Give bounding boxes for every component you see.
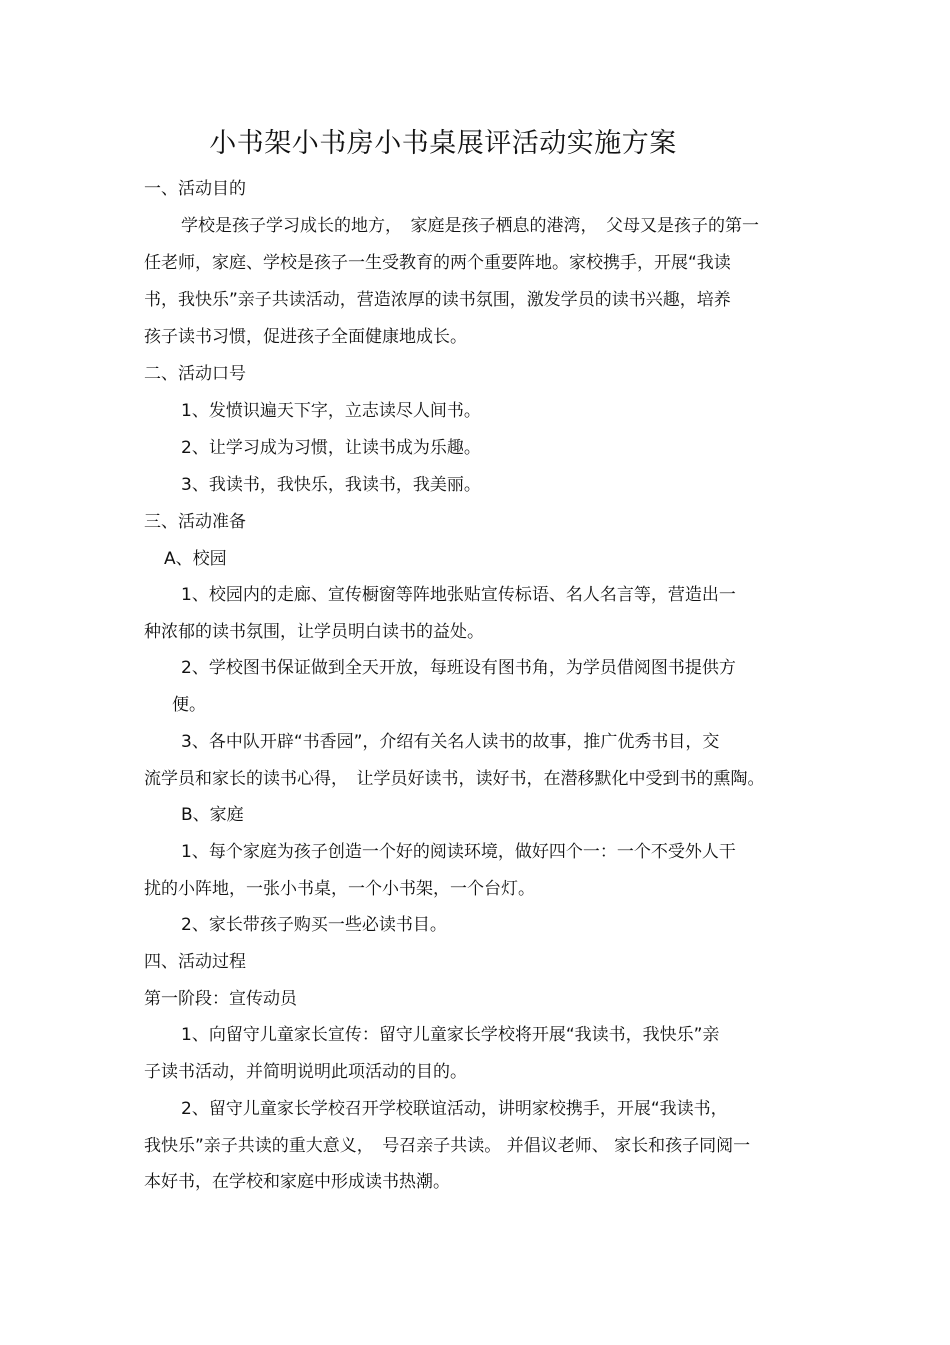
paragraph-line: 任老师，家庭、学校是孩子一生受教育的两个重要阵地。家校携手，开展“我读 [144,253,731,273]
paragraph-line: 扰的小阵地，一张小书桌，一个小书架，一个台灯。 [144,879,535,899]
paragraph-line: 孩子读书习惯，促进孩子全面健康地成长。 [144,327,467,347]
section-heading-preparation: 三、活动准备 [144,512,246,532]
paragraph-line: 3、各中队开辟“书香园”，介绍有关名人读书的故事，推广优秀书目，交 [181,732,720,752]
stage-heading: 第一阶段：宣传动员 [144,989,297,1009]
paragraph-line: 书，我快乐”亲子共读活动，营造浓厚的读书氛围，激发学员的读书兴趣，培养 [144,290,731,310]
paragraph-line: 1、向留守儿童家长宣传：留守儿童家长学校将开展“我读书，我快乐”亲 [181,1025,720,1045]
section-heading-slogan: 二、活动口号 [144,364,246,384]
paragraph-line: 1、校园内的走廊、宣传橱窗等阵地张贴宣传标语、名人名言等，营造出一 [181,585,736,605]
paragraph-line: 流学员和家长的读书心得， 让学员好读书，读好书，在潜移默化中受到书的熏陶。 [144,769,765,789]
paragraph-line: 子读书活动，并简明说明此项活动的目的。 [144,1062,467,1082]
document-title: 小书架小书房小书桌展评活动实施方案 [209,128,677,159]
subsection-heading-campus: A、校园 [164,549,227,569]
paragraph-line: 种浓郁的读书氛围，让学员明白读书的益处。 [144,622,484,642]
section-heading-purpose: 一、活动目的 [144,179,246,199]
list-item: 3、我读书，我快乐，我读书，我美丽。 [181,475,481,495]
paragraph-line: 学校是孩子学习成长的地方， 家庭是孩子栖息的港湾， 父母又是孩子的第一 [181,216,759,236]
paragraph-line: 1、每个家庭为孩子创造一个好的阅读环境，做好四个一：一个不受外人干 [181,842,736,862]
paragraph-line: 2、家长带孩子购买一些必读书目。 [181,915,447,935]
paragraph-line: 我快乐”亲子共读的重大意义， 号召亲子共读。 并倡议老师、 家长和孩子同阅一 [144,1136,751,1156]
subsection-heading-family: B、家庭 [181,805,244,825]
paragraph-line: 2、学校图书保证做到全天开放，每班设有图书角，为学员借阅图书提供方 [181,658,736,678]
paragraph-line: 便。 [172,695,206,715]
list-item: 2、让学习成为习惯，让读书成为乐趣。 [181,438,481,458]
section-heading-process: 四、活动过程 [144,952,246,972]
paragraph-line: 2、留守儿童家长学校召开学校联谊活动，讲明家校携手，开展“我读书， [181,1099,728,1119]
paragraph-line: 本好书，在学校和家庭中形成读书热潮。 [144,1172,450,1192]
list-item: 1、发愤识遍天下字，立志读尽人间书。 [181,401,481,421]
